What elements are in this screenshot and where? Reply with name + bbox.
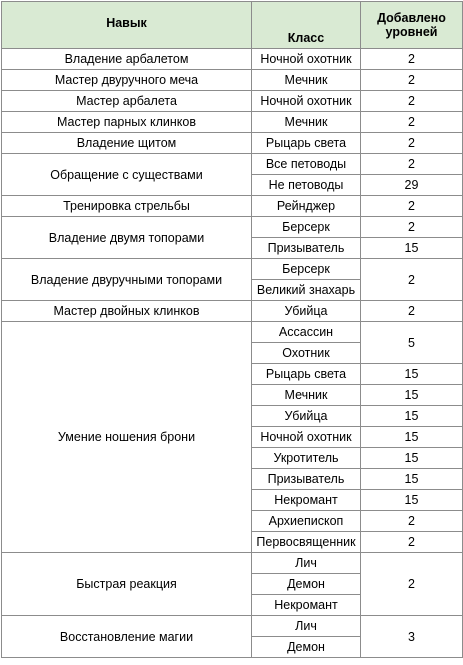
- levels-cell: 2: [361, 112, 463, 133]
- levels-cell: 2: [361, 532, 463, 553]
- levels-cell: 15: [361, 490, 463, 511]
- levels-cell: 15: [361, 238, 463, 259]
- levels-cell: 15: [361, 385, 463, 406]
- table-row: [2, 112, 463, 133]
- header-skill: Навык: [2, 2, 252, 49]
- levels-cell: 5: [361, 322, 463, 364]
- class-cell: Первосвященник: [252, 532, 361, 553]
- class-cell: Укротитель: [252, 448, 361, 469]
- header-levels: Добавлено уровней: [361, 2, 463, 49]
- class-cell: Мечник: [252, 112, 361, 133]
- levels-cell: 2: [361, 553, 463, 616]
- table-row: [2, 301, 463, 322]
- class-cell: Ночной охотник: [252, 91, 361, 112]
- levels-cell: 2: [361, 70, 463, 91]
- table-row: [2, 322, 463, 343]
- levels-cell: 2: [361, 154, 463, 175]
- class-cell: Демон: [252, 574, 361, 595]
- class-cell: Ассассин: [252, 322, 361, 343]
- class-cell: Рыцарь света: [252, 364, 361, 385]
- skill-cell: Владение щитом: [2, 133, 252, 154]
- levels-cell: 15: [361, 469, 463, 490]
- skill-cell: Обращение с существами: [2, 154, 252, 196]
- table-row: [2, 154, 463, 175]
- header-row: [2, 2, 463, 49]
- table-header: [2, 2, 463, 49]
- levels-cell: 2: [361, 91, 463, 112]
- class-cell: Все петоводы: [252, 154, 361, 175]
- table-row: [2, 616, 463, 637]
- class-cell: Охотник: [252, 343, 361, 364]
- levels-cell: 15: [361, 364, 463, 385]
- skill-cell: Владение двуручными топорами: [2, 259, 252, 301]
- table-row: [2, 217, 463, 238]
- levels-cell: 15: [361, 448, 463, 469]
- table-body: [2, 49, 463, 658]
- class-cell: Рыцарь света: [252, 133, 361, 154]
- levels-cell: 29: [361, 175, 463, 196]
- levels-cell: 2: [361, 217, 463, 238]
- class-cell: Архиепископ: [252, 511, 361, 532]
- skill-cell: Мастер арбалета: [2, 91, 252, 112]
- class-cell: Берсерк: [252, 217, 361, 238]
- skill-cell: Быстрая реакция: [2, 553, 252, 616]
- table-row: [2, 259, 463, 280]
- class-cell: Лич: [252, 616, 361, 637]
- class-cell: Лич: [252, 553, 361, 574]
- table-row: [2, 91, 463, 112]
- class-cell: Некромант: [252, 595, 361, 616]
- class-cell: Великий знахарь: [252, 280, 361, 301]
- skill-cell: Владение двумя топорами: [2, 217, 252, 259]
- class-cell: Мечник: [252, 70, 361, 91]
- class-cell: Ночной охотник: [252, 427, 361, 448]
- levels-cell: 2: [361, 511, 463, 532]
- header-class: Класс: [252, 2, 361, 49]
- levels-cell: 2: [361, 133, 463, 154]
- skill-cell: Тренировка стрельбы: [2, 196, 252, 217]
- levels-cell: 15: [361, 427, 463, 448]
- skill-cell: Умение ношения брони: [2, 322, 252, 553]
- table-row: [2, 553, 463, 574]
- levels-cell: 3: [361, 616, 463, 658]
- class-cell: Некромант: [252, 490, 361, 511]
- class-cell: Призыватель: [252, 238, 361, 259]
- class-cell: Ночной охотник: [252, 49, 361, 70]
- table-row: [2, 70, 463, 91]
- skill-cell: Восстановление магии: [2, 616, 252, 658]
- class-cell: Не петоводы: [252, 175, 361, 196]
- class-cell: Мечник: [252, 385, 361, 406]
- levels-cell: 2: [361, 259, 463, 301]
- skill-cell: Мастер двуручного меча: [2, 70, 252, 91]
- skill-cell: Мастер двойных клинков: [2, 301, 252, 322]
- levels-cell: 2: [361, 49, 463, 70]
- class-cell: Берсерк: [252, 259, 361, 280]
- table-row: [2, 49, 463, 70]
- levels-cell: 2: [361, 301, 463, 322]
- class-cell: Убийца: [252, 406, 361, 427]
- skill-cell: Владение арбалетом: [2, 49, 252, 70]
- skill-cell: Мастер парных клинков: [2, 112, 252, 133]
- class-cell: Демон: [252, 637, 361, 658]
- class-cell: Убийца: [252, 301, 361, 322]
- table-row: [2, 133, 463, 154]
- skills-table: [1, 1, 463, 658]
- levels-cell: 2: [361, 196, 463, 217]
- class-cell: Рейнджер: [252, 196, 361, 217]
- class-cell: Призыватель: [252, 469, 361, 490]
- table-row: [2, 196, 463, 217]
- levels-cell: 15: [361, 406, 463, 427]
